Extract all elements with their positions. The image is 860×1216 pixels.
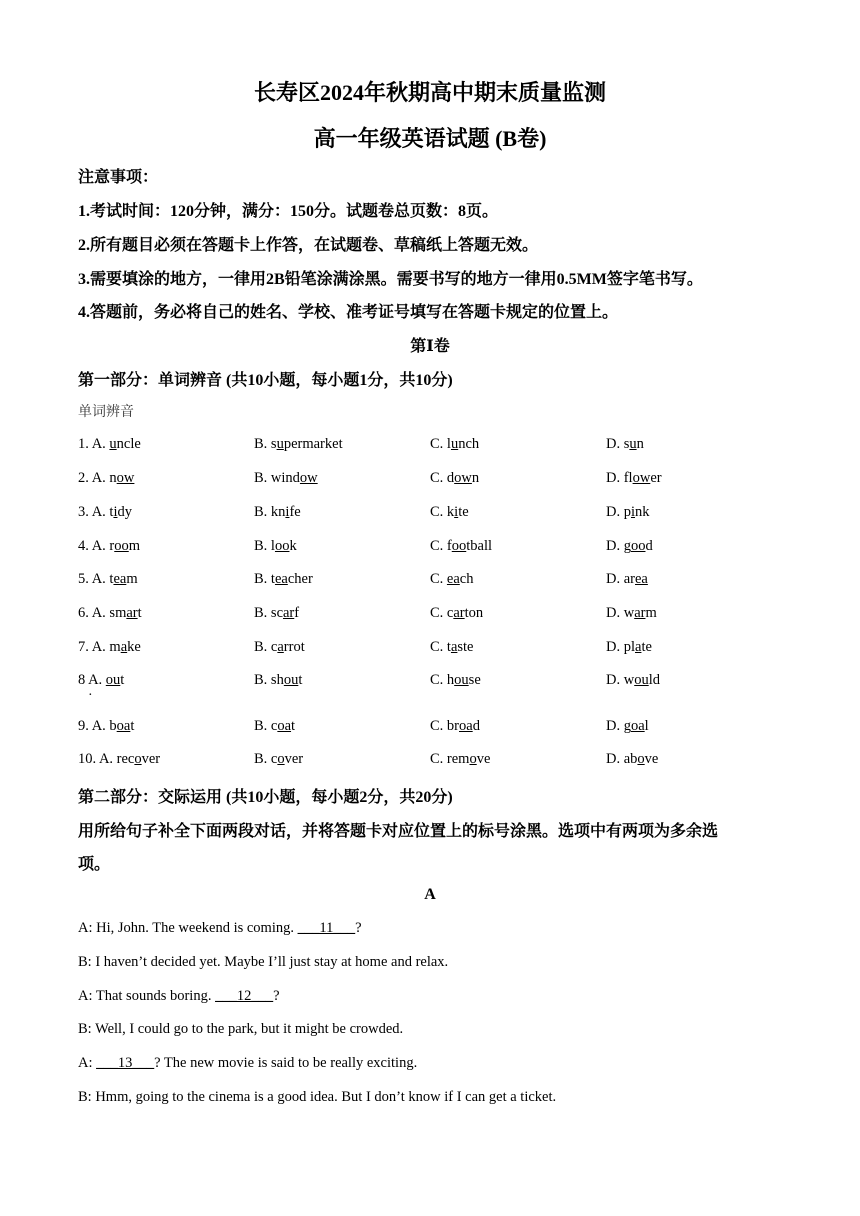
option-text: 10. A. rec <box>78 751 135 767</box>
option-b <box>254 605 299 622</box>
underlined-letters: oa <box>630 718 645 734</box>
option-d <box>606 751 658 768</box>
option-text: n <box>471 470 480 486</box>
option-text: C. f <box>430 538 452 554</box>
underlined-letters: o <box>277 751 285 767</box>
underlined-letters: o <box>134 751 142 767</box>
option-c <box>430 672 481 689</box>
underlined-letters: u <box>276 436 284 452</box>
answer-blank: ___13___ <box>96 1055 155 1071</box>
option-text: ton <box>464 605 484 621</box>
option-b <box>254 504 301 521</box>
option-text: 8 A. <box>78 672 106 688</box>
option-text: ver <box>141 751 161 767</box>
option-text: 1. A. <box>78 436 110 452</box>
option-text: m <box>128 538 141 554</box>
underlined-letters: ow <box>632 470 651 486</box>
option-text: B. wind <box>254 470 300 486</box>
note-item: 2.所有题目必须在答题卡上作答，在试题卷、草稿纸上答题无效。 <box>78 237 539 254</box>
option-text: m <box>645 605 657 621</box>
dialogue-line <box>78 954 448 971</box>
notes-heading: 注意事项： <box>78 169 159 186</box>
part2-instruction: 用所给句子补全下面两段对话，并将答题卡对应位置上的标号涂黑。选项中有两项为多余选 <box>78 823 719 840</box>
option-text: tball <box>466 538 493 554</box>
underlined-letters: u <box>629 436 637 452</box>
option-a <box>78 672 124 689</box>
option-d <box>606 672 660 689</box>
option-text: C. rem <box>430 751 470 767</box>
stray-dot: · <box>88 688 93 703</box>
option-b <box>254 470 318 487</box>
dialogue-text: B: Well, I could go to the park, but it might be crowded. <box>78 1021 404 1037</box>
option-text: permarket <box>283 436 343 452</box>
underlined-letters: u <box>450 436 459 452</box>
underlined-letters: ea <box>274 571 288 587</box>
option-text: D. pl <box>606 639 635 655</box>
part1-subheading: 单词辨音 <box>78 405 134 420</box>
underlined-letters: ou <box>454 672 469 688</box>
option-c <box>430 470 479 487</box>
option-text: B. sh <box>254 672 284 688</box>
option-a <box>78 538 140 555</box>
option-d <box>606 436 644 453</box>
dialogue-text: A: That sounds boring. <box>78 988 216 1004</box>
option-b <box>254 436 343 453</box>
option-text: D. fl <box>606 470 633 486</box>
option-text: D. ab <box>606 751 638 767</box>
option-d <box>606 504 650 521</box>
option-b <box>254 672 302 689</box>
dialogue-line <box>78 1089 556 1106</box>
option-text: 9. A. b <box>78 718 117 734</box>
option-b <box>254 639 305 656</box>
option-text: 4. A. r <box>78 538 115 554</box>
option-d <box>606 538 653 555</box>
underlined-letters: ea <box>113 571 127 587</box>
option-text: k <box>289 538 297 554</box>
option-b <box>254 571 313 588</box>
option-text: D. p <box>606 504 631 520</box>
option-text: ke <box>127 639 141 655</box>
option-text: C. l <box>430 436 451 452</box>
underlined-letters: oo <box>630 538 646 554</box>
option-text: t <box>130 718 135 734</box>
underlined-letters: ar <box>634 605 646 621</box>
dialogue-text: ? The new movie is said to be really exciting. <box>154 1055 418 1071</box>
underlined-letters: a <box>450 639 458 655</box>
underlined-letters: ow <box>454 470 472 486</box>
option-text: D. w <box>606 605 635 621</box>
option-text: C. br <box>430 718 459 734</box>
option-b <box>254 751 303 768</box>
option-text: d <box>472 718 480 734</box>
option-text: nk <box>635 504 650 520</box>
option-text: se <box>468 672 481 688</box>
option-text: ld <box>648 672 660 688</box>
option-text: d <box>645 538 653 554</box>
option-text: fe <box>289 504 301 520</box>
option-text: rrot <box>283 639 305 655</box>
underlined-letters: ou <box>283 672 299 688</box>
option-c <box>430 751 490 768</box>
underlined-letters: ow <box>299 470 318 486</box>
option-text: n <box>636 436 644 452</box>
underlined-letters: oa <box>116 718 131 734</box>
option-text: C. k <box>430 504 455 520</box>
option-text: 6. A. sm <box>78 605 127 621</box>
option-d <box>606 470 662 487</box>
option-text: D. ar <box>606 571 635 587</box>
dialogue-text: B: I haven’t decided yet. Maybe I’ll just stay at home and relax. <box>78 954 449 970</box>
option-a <box>78 436 141 453</box>
option-text: f <box>294 605 300 621</box>
option-text: B. kn <box>254 504 286 520</box>
option-text: nch <box>458 436 480 452</box>
option-text: D. g <box>606 718 631 734</box>
option-a <box>78 718 134 735</box>
underlined-letters: o <box>637 751 645 767</box>
dialogue-line <box>78 1055 417 1072</box>
option-text: 2. A. n <box>78 470 117 486</box>
option-d <box>606 571 648 588</box>
section-label: A <box>424 886 436 903</box>
answer-blank: ___12___ <box>215 988 274 1004</box>
underlined-letters: oo <box>451 538 467 554</box>
option-text: te <box>641 639 652 655</box>
underlined-letters: ow <box>116 470 135 486</box>
underlined-letters: a <box>635 639 642 655</box>
part2-heading: 第二部分：交际运用 (共10小题，每小题2分，共20分) <box>78 789 453 806</box>
option-c <box>430 504 469 521</box>
option-text: t <box>298 672 303 688</box>
option-d <box>606 605 657 622</box>
underlined-letters: ea <box>446 571 460 587</box>
option-text: C. h <box>430 672 455 688</box>
option-text: l <box>644 718 649 734</box>
underlined-letters: i <box>454 504 459 520</box>
underlined-letters: oa <box>277 718 292 734</box>
exam-subtitle: 高一年级英语试题 (B卷) <box>313 126 547 151</box>
option-text: 3. A. t <box>78 504 114 520</box>
dialogue-text: B: Hmm, going to the cinema is a good idea. But I don’t know if I can get a ticket. <box>78 1089 557 1105</box>
option-text: ve <box>476 751 491 767</box>
option-text: B. t <box>254 571 275 587</box>
underlined-letters: a <box>120 639 128 655</box>
option-b <box>254 718 295 735</box>
note-item: 1.考试时间：120分钟，满分：150分。试题卷总页数：8页。 <box>78 203 499 220</box>
option-b <box>254 538 297 555</box>
option-text: dy <box>117 504 132 520</box>
option-text: C. t <box>430 639 451 655</box>
option-text: ve <box>644 751 659 767</box>
option-text: B. sc <box>254 605 283 621</box>
underlined-letters: i <box>113 504 118 520</box>
option-text: D. s <box>606 436 630 452</box>
option-text: cher <box>287 571 313 587</box>
option-text: D. w <box>606 672 635 688</box>
option-text: t <box>137 605 142 621</box>
option-text: ste <box>457 639 474 655</box>
part2-instruction-cont: 项。 <box>78 856 111 873</box>
option-text: 7. A. m <box>78 639 121 655</box>
option-text: B. c <box>254 639 278 655</box>
dialogue-line <box>78 1021 403 1038</box>
option-text: er <box>650 470 662 486</box>
underlined-letters: i <box>285 504 290 520</box>
exam-title: 长寿区2024年秋期高中期末质量监测 <box>253 80 606 105</box>
underlined-letters: ar <box>453 605 465 621</box>
option-a <box>78 605 142 622</box>
option-c <box>430 436 479 453</box>
option-text: ver <box>284 751 304 767</box>
dialogue-text: A: <box>78 1055 97 1071</box>
option-text: ncle <box>116 436 141 452</box>
dialogue-text: A: Hi, John. The weekend is coming. <box>78 920 298 936</box>
underlined-letters: ar <box>126 605 138 621</box>
option-text: B. c <box>254 751 278 767</box>
option-text: C. <box>430 571 447 587</box>
underlined-letters: oo <box>114 538 129 554</box>
option-d <box>606 639 652 656</box>
option-text: te <box>458 504 469 520</box>
option-text: C. d <box>430 470 455 486</box>
dialogue-line <box>78 988 280 1005</box>
option-c <box>430 538 492 555</box>
option-text: D. g <box>606 538 631 554</box>
answer-blank: ___11___ <box>297 920 356 936</box>
dialogue-text: ? <box>273 988 280 1004</box>
dialogue-text: ? <box>355 920 362 936</box>
option-text: ch <box>459 571 474 587</box>
option-a <box>78 571 138 588</box>
underlined-letters: i <box>630 504 636 520</box>
option-text: m <box>126 571 138 587</box>
underlined-letters: o <box>469 751 477 767</box>
underlined-letters: ar <box>283 605 295 621</box>
underlined-letters: u <box>109 436 117 452</box>
option-text: C. c <box>430 605 454 621</box>
option-text: B. c <box>254 718 278 734</box>
option-a <box>78 639 141 656</box>
option-text: t <box>291 718 296 734</box>
option-text: B. l <box>254 538 275 554</box>
option-d <box>606 718 649 735</box>
underlined-letters: ou <box>634 672 649 688</box>
option-text: B. s <box>254 436 277 452</box>
underlined-letters: a <box>277 639 284 655</box>
option-text: t <box>120 672 125 688</box>
dialogue-line <box>78 920 362 937</box>
underlined-letters: ea <box>635 571 648 587</box>
note-item: 4.答题前，务必将自己的姓名、学校、准考证号填写在答题卡规定的位置上。 <box>78 304 619 321</box>
volume-label: 第Ⅰ卷 <box>410 338 450 355</box>
note-item: 3.需要填涂的地方，一律用2B铅笔涂满涂黑。需要书写的地方一律用0.5MM签字笔书写。 <box>78 271 703 288</box>
option-c <box>430 639 474 656</box>
option-a <box>78 504 132 521</box>
option-a <box>78 751 160 768</box>
part1-heading: 第一部分：单词辨音 (共10小题，每小题1分，共10分) <box>78 372 453 389</box>
option-c <box>430 571 473 588</box>
option-text: 5. A. t <box>78 571 114 587</box>
option-a <box>78 470 134 487</box>
underlined-letters: ou <box>105 672 121 688</box>
underlined-letters: oo <box>274 538 290 554</box>
option-c <box>430 605 483 622</box>
option-c <box>430 718 480 735</box>
underlined-letters: oa <box>459 718 473 734</box>
